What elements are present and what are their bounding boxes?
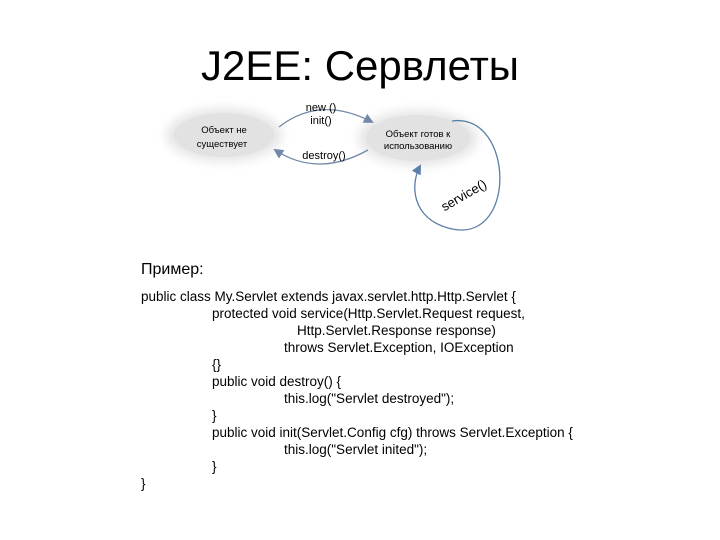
- state-ready-label-line2: использованию: [383, 141, 453, 152]
- code-line-class-close: }: [141, 476, 146, 491]
- code-line-destroy-decl: public void destroy() {: [212, 374, 342, 389]
- code-line-init-close: }: [212, 459, 217, 474]
- code-line-service-decl: protected void service(Http.Servlet.Request request,: [212, 306, 525, 321]
- create-transition-label-line2: init(): [310, 115, 332, 127]
- code-listing: [141, 0, 701, 540]
- destroy-transition-label: destroy(): [302, 150, 346, 162]
- example-label: Пример:: [141, 261, 204, 278]
- service-loop-label: service(): [438, 176, 490, 215]
- code-line-service-param: Http.Servlet.Response response): [297, 323, 496, 338]
- code-line-init-decl: public void init(Servlet.Config cfg) throws Servlet.Exception {: [212, 425, 573, 440]
- slide-title: J2EE: Сервлеты: [200, 42, 519, 89]
- code-line-init-log: this.log("Servlet inited");: [284, 442, 428, 457]
- code-line-throws: throws Servlet.Exception, IOException: [284, 340, 514, 355]
- state-not-exists-label-line2: существует: [196, 139, 248, 150]
- state-not-exists-label-line1: Объект не: [201, 125, 247, 136]
- code-line-destroy-log: this.log("Servlet destroyed");: [284, 391, 455, 406]
- create-transition-label-line1: new (): [305, 102, 337, 114]
- state-ready-label-line1: Объект готов к: [385, 129, 451, 140]
- code-line-destroy-close: }: [212, 408, 217, 423]
- code-line-class-decl: public class My.Servlet extends javax.servlet.http.Http.Servlet {: [141, 289, 516, 304]
- code-line-service-body: {}: [212, 357, 222, 372]
